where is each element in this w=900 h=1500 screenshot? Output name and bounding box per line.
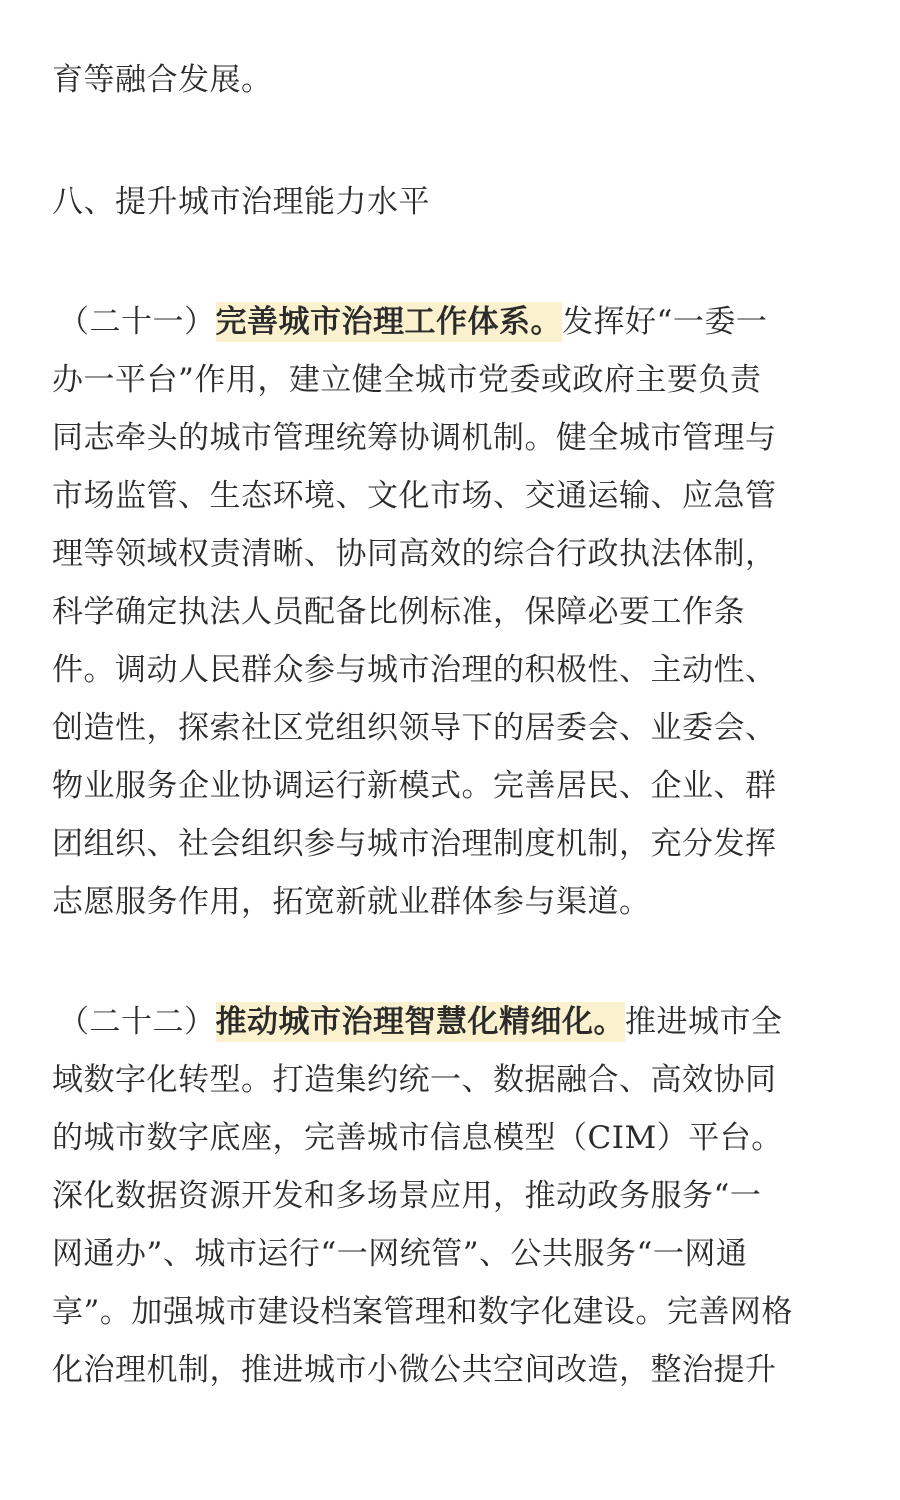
p21-number: （二十一）	[58, 304, 216, 340]
p21-line: 团组织、社会组织参与城市治理制度机制，充分发挥	[52, 826, 777, 862]
p21-highlight-title: 完善城市治理工作体系。	[215, 304, 562, 340]
p22-line: 网通办”、城市运行“一网统管”、公共服务“一网通	[52, 1236, 748, 1272]
p22-line: 深化数据资源开发和多场景应用，推动政务服务“一	[52, 1178, 762, 1214]
p22-line: 的城市数字底座，完善城市信息模型（CIM）平台。	[52, 1120, 783, 1156]
p22-number: （二十二）	[58, 1004, 216, 1040]
p22-first-line	[58, 1000, 783, 1044]
p21-line: 市场监管、生态环境、文化市场、交通运输、应急管	[52, 478, 777, 514]
p21-line: 物业服务企业协调运行新模式。完善居民、企业、群	[52, 768, 777, 804]
p21-first-line	[58, 300, 767, 344]
section-heading: 八、提升城市治理能力水平	[52, 184, 430, 220]
p21-line: 创造性，探索社区党组织领导下的居委会、业委会、	[52, 710, 777, 746]
p21-line: 同志牵头的城市管理统筹协调机制。健全城市管理与	[52, 420, 777, 456]
p21-line: 办一平台”作用，建立健全城市党委或政府主要负责	[52, 362, 762, 398]
p21-line: 理等领域权责清晰、协同高效的综合行政执法体制，	[52, 536, 777, 572]
p22-highlight-title: 推动城市治理智慧化精细化。	[215, 1004, 625, 1040]
p22-first-line-rest: 推进城市全	[625, 1004, 783, 1040]
p21-line: 科学确定执法人员配备比例标准，保障必要工作条	[52, 594, 745, 630]
p21-line: 志愿服务作用，拓宽新就业群体参与渠道。	[52, 884, 651, 920]
p22-line: 域数字化转型。打造集约统一、数据融合、高效协同	[52, 1062, 777, 1098]
intro-tail-line: 育等融合发展。	[52, 62, 273, 98]
p22-line: 享”。加强城市建设档案管理和数字化建设。完善网格	[52, 1294, 793, 1330]
p22-line: 化治理机制，推进城市小微公共空间改造，整治提升	[52, 1352, 777, 1388]
p21-line: 件。调动人民群众参与城市治理的积极性、主动性、	[52, 652, 777, 688]
p21-first-line-rest: 发挥好“一委一	[562, 304, 768, 340]
